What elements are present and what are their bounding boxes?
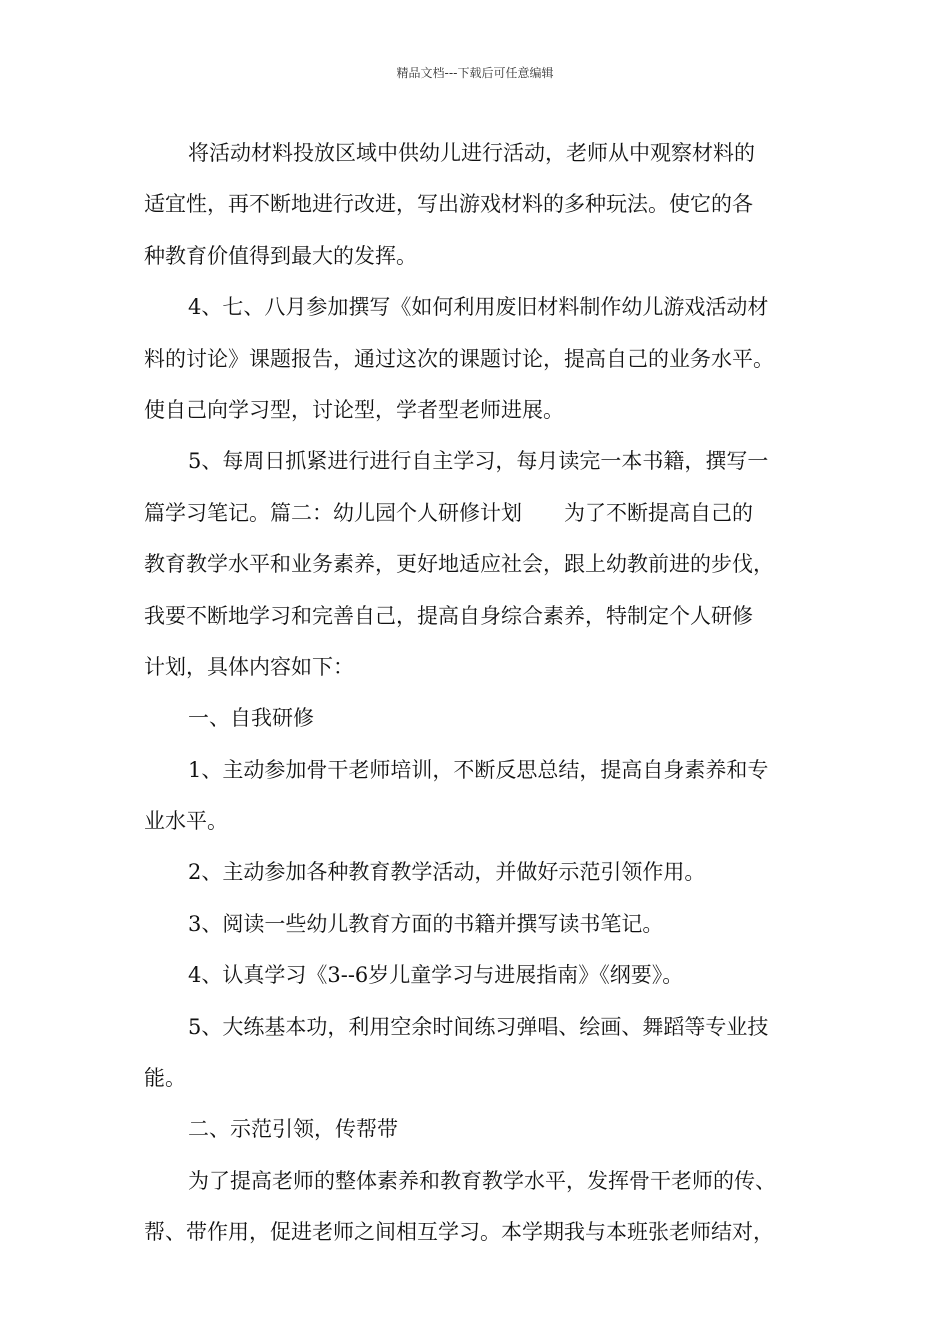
text-line: 5、大练基本功，利用空余时间练习弹唱、绘画、舞蹈等专业技 (188, 1014, 769, 1039)
text-line: 料的讨论》课题报告，通过这次的课题讨论，提高自己的业务水平。 (144, 346, 774, 371)
text-line: 教育教学水平和业务素养，更好地适应社会，跟上幼教前进的步伐， (144, 552, 774, 577)
text-line: 使自己向学习型，讨论型，学者型老师进展。 (144, 397, 564, 422)
text-line: 计划，具体内容如下： (144, 654, 354, 679)
text-line: 1、主动参加骨干老师培训，不断反思总结，提高自身素养和专 (188, 757, 769, 782)
text-line: 篇学习笔记。篇二：幼儿园个人研修计划 为了不断提高自己的 (144, 500, 753, 525)
text-line: 2、主动参加各种教育教学活动，并做好示范引领作用。 (188, 860, 706, 885)
text-line: 将活动材料投放区域中供幼儿进行活动，老师从中观察材料的 (188, 141, 755, 165)
text-line: 5、每周日抓紧进行进行自主学习，每月读完一本书籍，撰写一 (188, 449, 769, 474)
text-line: 种教育价值得到最大的发挥。 (144, 243, 417, 268)
section-heading: 二、示范引领，传帮带 (188, 1117, 398, 1142)
text-line: 我要不断地学习和完善自己，提高自身综合素养，特制定个人研修 (144, 603, 753, 628)
text-line: 适宜性，再不断地进行改进，写出游戏材料的多种玩法。使它的各 (144, 192, 753, 217)
text-line: 4、认真学习《3--6岁儿童学习与进展指南》《纲要》。 (188, 963, 684, 988)
text-line: 4、七、八月参加撰写《如何利用废旧材料制作幼儿游戏活动材 (188, 295, 769, 320)
text-line: 能。 (144, 1066, 186, 1091)
section-heading: 一、自我研修 (188, 706, 314, 731)
text-line: 帮、带作用，促进老师之间相互学习。本学期我与本班张老师结对， (144, 1220, 774, 1245)
text-line: 业水平。 (144, 809, 228, 834)
document-body (144, 128, 810, 1259)
text-line: 3、阅读一些幼儿教育方面的书籍并撰写读书笔记。 (188, 911, 664, 936)
page-header: 精品文档---下载后可任意编辑 (396, 66, 554, 80)
text-line: 为了提高老师的整体素养和教育教学水平，发挥骨干老师的传、 (188, 1168, 776, 1193)
